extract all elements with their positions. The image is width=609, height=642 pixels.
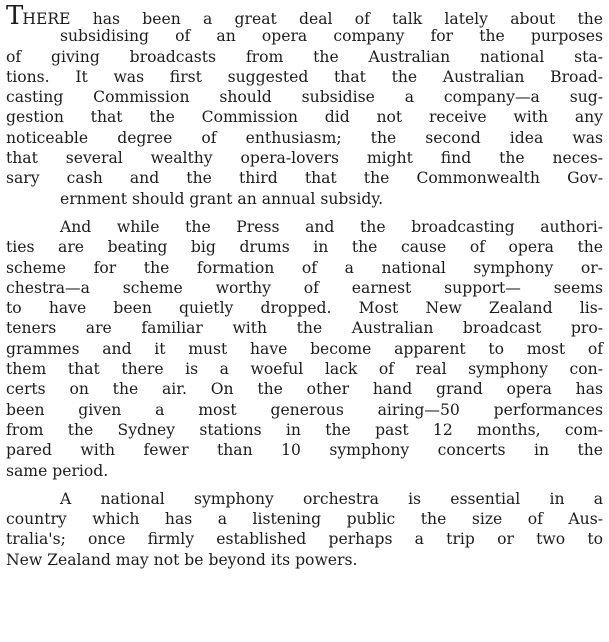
paragraph-1-line-7: noticeable degree of enthusiasm; the second idea was [6, 128, 603, 147]
paragraph-2-line-2: ties are beating big drums in the cause of opera the [6, 238, 603, 257]
paragraph-2-line-6: teners are familiar with the Australian broadcast pro- [6, 319, 603, 338]
paragraph-1-line-5: casting Commission should subsidise a company—a sug- [6, 88, 603, 107]
paragraph-2-line-8: them that there is a woeful lack of real symphony con- [6, 360, 603, 379]
paragraph-2-line-5: to have been quietly dropped. Most New Zealand lis- [6, 299, 603, 318]
paragraph-2-line-1: And while the Press and the broadcasting authori- [60, 217, 603, 236]
paragraph-1-line-8: that several wealthy opera-lovers might find the neces- [6, 149, 603, 168]
article-body [6, 1, 603, 570]
paragraph-1-line-1: THERE has been a great deal of talk lately about the [6, 1, 603, 31]
paragraph-2-line-9: certs on the air. On the other hand grand opera has [6, 380, 603, 399]
paragraph-2-line-12: pared with fewer than 10 symphony concerts in the [6, 441, 603, 460]
paragraph-2-line-11: from the Sydney stations in the past 12 months, com- [6, 420, 603, 439]
paragraph-2-line-13: same period. [6, 461, 109, 480]
paragraph-1-line-10: ernment should grant an annual subsidy. [60, 189, 384, 208]
paragraph-1-line-4: tions. It was first suggested that the Australian Broad- [6, 67, 603, 86]
paragraph-1-line-3: of giving broadcasts from the Australian national sta- [6, 47, 603, 66]
paragraph-3-line-4: New Zealand may not be beyond its powers. [6, 550, 358, 569]
paragraph-2-line-3: scheme for the formation of a national symphony or- [6, 258, 603, 277]
paragraph-1-line-9: sary cash and the third that the Commonwealth Gov- [6, 169, 603, 188]
paragraph-3-line-2: country which has a listening public the size of Aus- [6, 510, 603, 529]
paragraph-3-line-3: tralia's; once firmly established perhaps a trip or two to [6, 530, 603, 549]
paragraph-3-line-1: A national symphony orchestra is essential in a [60, 489, 603, 508]
paragraph-1 [6, 1, 603, 209]
paragraph-1-line-2: subsidising of an opera company for the purposes [60, 27, 603, 46]
drop-cap: T [6, 1, 23, 31]
paragraph-2-line-7: grammes and it must have become apparent to most of [6, 339, 603, 358]
paragraph-3 [6, 489, 603, 570]
paragraph-1-line-6: gestion that the Commission did not receive with any [6, 108, 603, 127]
paragraph-2-line-4: chestra—a scheme worthy of earnest support— seems [6, 278, 603, 297]
paragraph-2 [6, 217, 603, 481]
paragraph-2-line-10: been given a most generous airing—50 performances [6, 400, 603, 419]
